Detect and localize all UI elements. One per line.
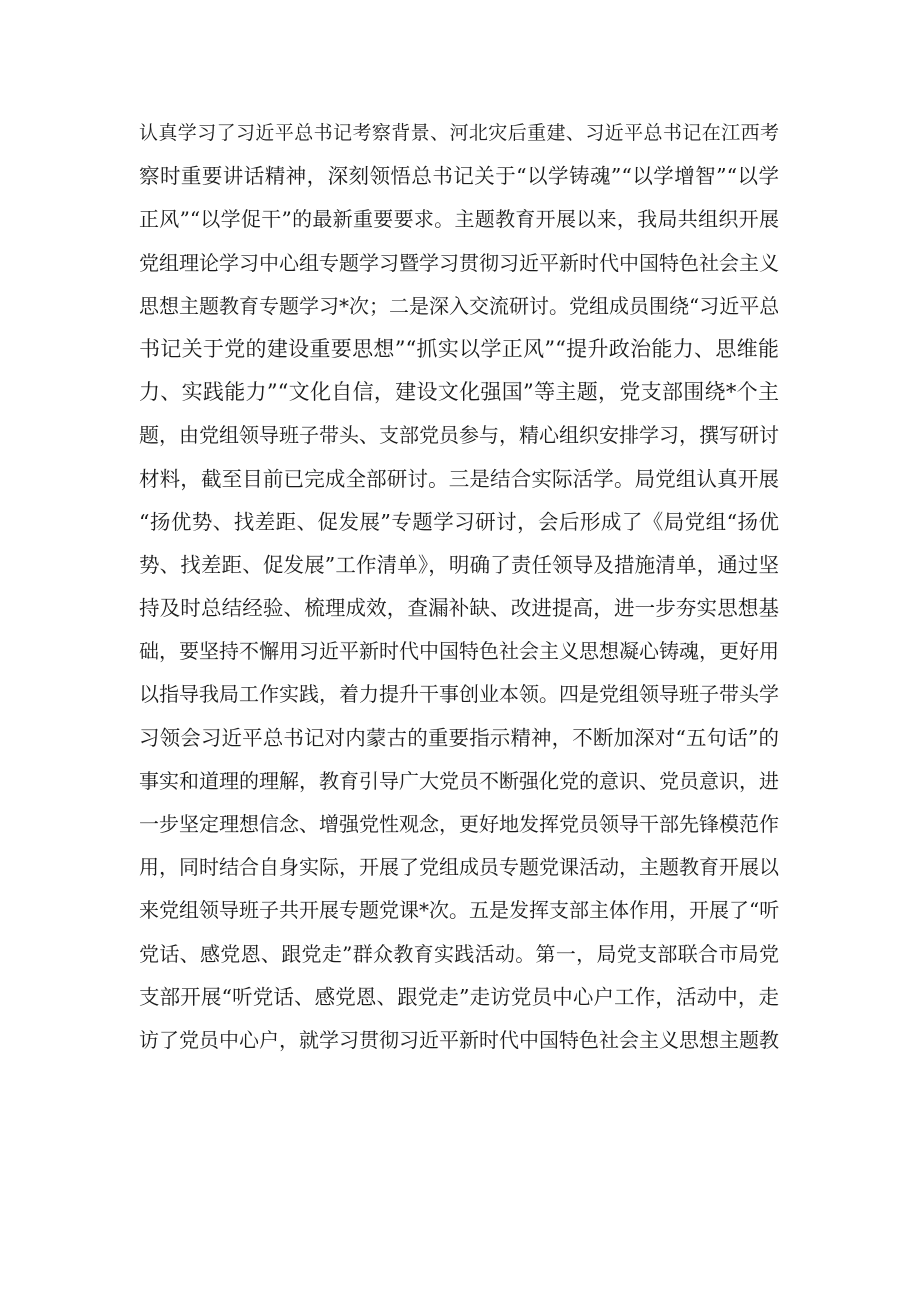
text-line: 力、实践能力”“文化自信，建设文化强国”等主题，党支部围绕*个主 [139,380,779,405]
text-line: 党组理论学习中心组专题学习暨学习贯彻习近平新时代中国特色社会主义 [139,250,779,275]
text-line: 正风”“以学促干”的最新重要要求。主题教育开展以来，我局共组织开展 [139,207,779,232]
text-line: 础，要坚持不懈用习近平新时代中国特色社会主义思想凝心铸魂，更好用 [139,639,779,664]
text-line: 察时重要讲话精神，深刻领悟总书记关于“以学铸魂”“以学增智”“以学 [139,164,779,189]
text-line: 题，由党组领导班子带头、支部党员参与，精心组织安排学习，撰写研讨 [139,423,779,448]
text-line: 材料，截至目前已完成全部研讨。三是结合实际活学。局党组认真开展 [139,466,779,491]
text-line: 来党组领导班子共开展专题党课*次。五是发挥支部主体作用，开展了“听 [139,898,780,923]
text-line: 认真学习了习近平总书记考察背景、河北灾后重建、习近平总书记在江西考 [139,122,779,144]
text-line: 访了党员中心户，就学习贯彻习近平新时代中国特色社会主义思想主题教 [139,1027,779,1052]
text-line: 持及时总结经验、梳理成效，查漏补缺、改进提高，进一步夯实思想基 [139,596,779,621]
text-line: 思想主题教育专题学习*次；二是深入交流研讨。党组成员围绕“习近平总 [139,293,780,318]
text-line: 书记关于党的建设重要思想”“抓实以学正风”“提升政治能力、思维能 [139,336,779,361]
body-paragraph [139,112,779,1062]
text-line: 势、找差距、促发展”工作清单》，明确了责任领导及措施清单，通过坚 [139,552,779,577]
text-line: 事实和道理的理解，教育引导广大党员不断强化党的意识、党员意识，进 [139,768,779,793]
text-line: “扬优势、找差距、促发展”专题学习研讨，会后形成了《局党组“扬优 [139,509,779,534]
text-line: 党话、感党恩、跟党走”群众教育实践活动。第一，局党支部联合市局党 [139,941,779,966]
text-line: 用，同时结合自身实际，开展了党组成员专题党课活动，主题教育开展以 [139,855,779,880]
text-line: 一步坚定理想信念、增强党性观念，更好地发挥党员领导干部先锋模范作 [139,812,779,836]
text-line: 以指导我局工作实践，着力提升干事创业本领。四是党组领导班子带头学 [139,682,779,707]
text-line: 习领会习近平总书记对内蒙古的重要指示精神，不断加深对“五句话”的 [139,725,779,750]
text-line: 支部开展“听党话、感党恩、跟党走”走访党员中心户工作，活动中，走 [139,984,779,1009]
